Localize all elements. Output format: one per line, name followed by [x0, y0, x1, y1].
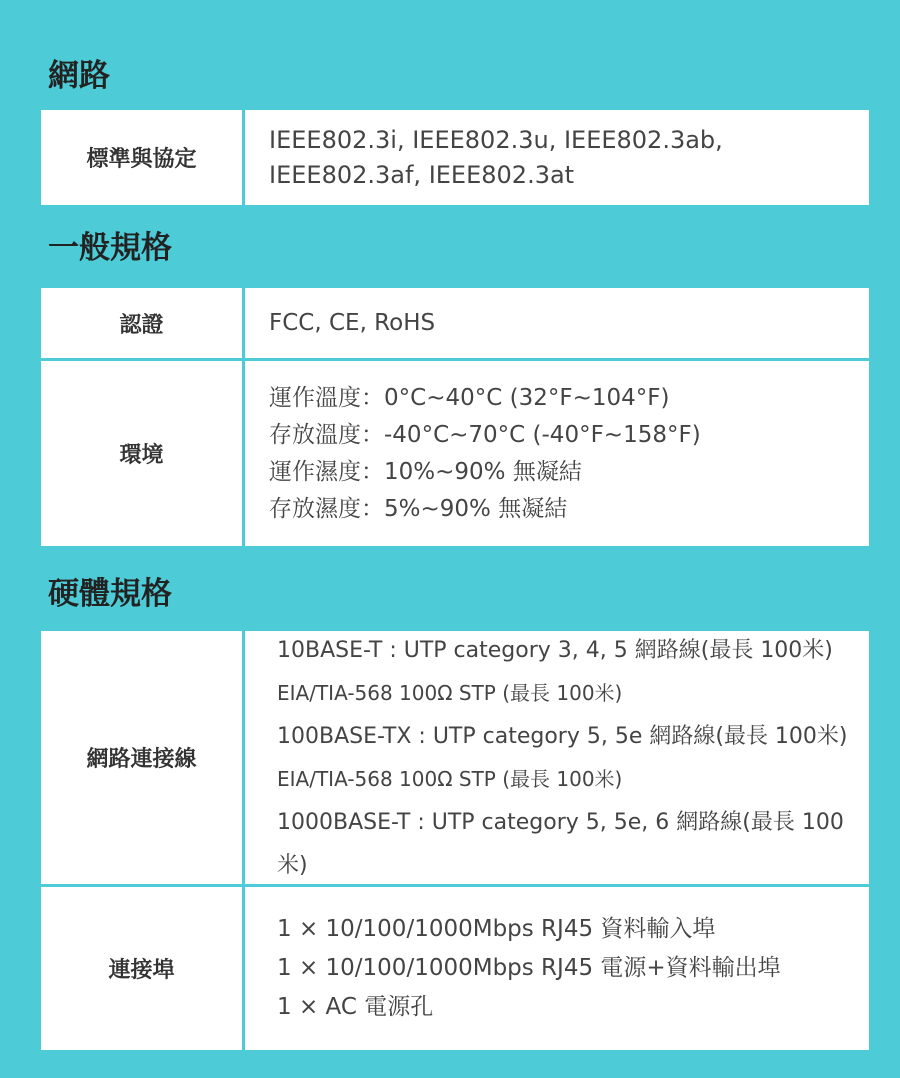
- spec-label: 連接埠: [41, 887, 245, 1050]
- spec-row-cables: [41, 631, 869, 884]
- section-title-hardware: 硬體規格: [48, 576, 172, 612]
- spec-value: [245, 631, 869, 884]
- spec-value-line: 10BASE-T : UTP category 3, 4, 5 網路線(最長 100米): [277, 637, 833, 663]
- spec-value-line: 存放濕度：5%~90% 無凝結: [269, 495, 568, 522]
- spec-value-line: FCC, CE, RoHS: [269, 310, 436, 336]
- spec-row-standards: [41, 110, 869, 205]
- spec-value-line: 1 × 10/100/1000Mbps RJ45 資料輸入埠: [277, 916, 716, 942]
- spec-table-network: [41, 110, 869, 205]
- spec-row-environment: [41, 358, 869, 546]
- spec-label: 認證: [41, 288, 245, 358]
- section-title-network: 網路: [48, 58, 110, 94]
- spec-value-line: 運作濕度：10%~90% 無凝結: [269, 458, 582, 485]
- spec-table-general: [41, 288, 869, 546]
- spec-table-hardware: [41, 631, 869, 1050]
- spec-value-line: 運作溫度：0°C~40°C (32°F~104°F): [269, 384, 670, 411]
- spec-value-line: EIA/TIA-568 100Ω STP (最長 100米): [277, 680, 623, 705]
- spec-value: [245, 887, 869, 1050]
- spec-value-line: IEEE802.3af, IEEE802.3at: [269, 160, 575, 189]
- spec-value-line: 1 × 10/100/1000Mbps RJ45 電源+資料輸出埠: [277, 955, 781, 981]
- spec-row-certification: [41, 288, 869, 358]
- spec-value-line: EIA/TIA-568 100Ω STP (最長 100米): [277, 766, 623, 791]
- spec-value-line: 存放溫度：-40°C~70°C (-40°F~158°F): [269, 421, 701, 448]
- spec-value: [245, 288, 869, 358]
- spec-label: 環境: [41, 361, 245, 546]
- spec-value-line: 1000BASE-T : UTP category 5, 5e, 6 網路線(最長 100米): [277, 809, 844, 878]
- section-title-general: 一般規格: [48, 230, 172, 266]
- spec-label: 標準與協定: [41, 110, 245, 205]
- spec-label: 網路連接線: [41, 631, 245, 884]
- spec-value-line: 1 × AC 電源孔: [277, 994, 434, 1020]
- spec-value-line: IEEE802.3i, IEEE802.3u, IEEE802.3ab,: [269, 125, 723, 154]
- spec-row-ports: [41, 884, 869, 1050]
- spec-value: [245, 361, 869, 546]
- spec-value-line: 100BASE-TX : UTP category 5, 5e 網路線(最長 100米): [277, 723, 848, 749]
- spec-value: [245, 110, 869, 205]
